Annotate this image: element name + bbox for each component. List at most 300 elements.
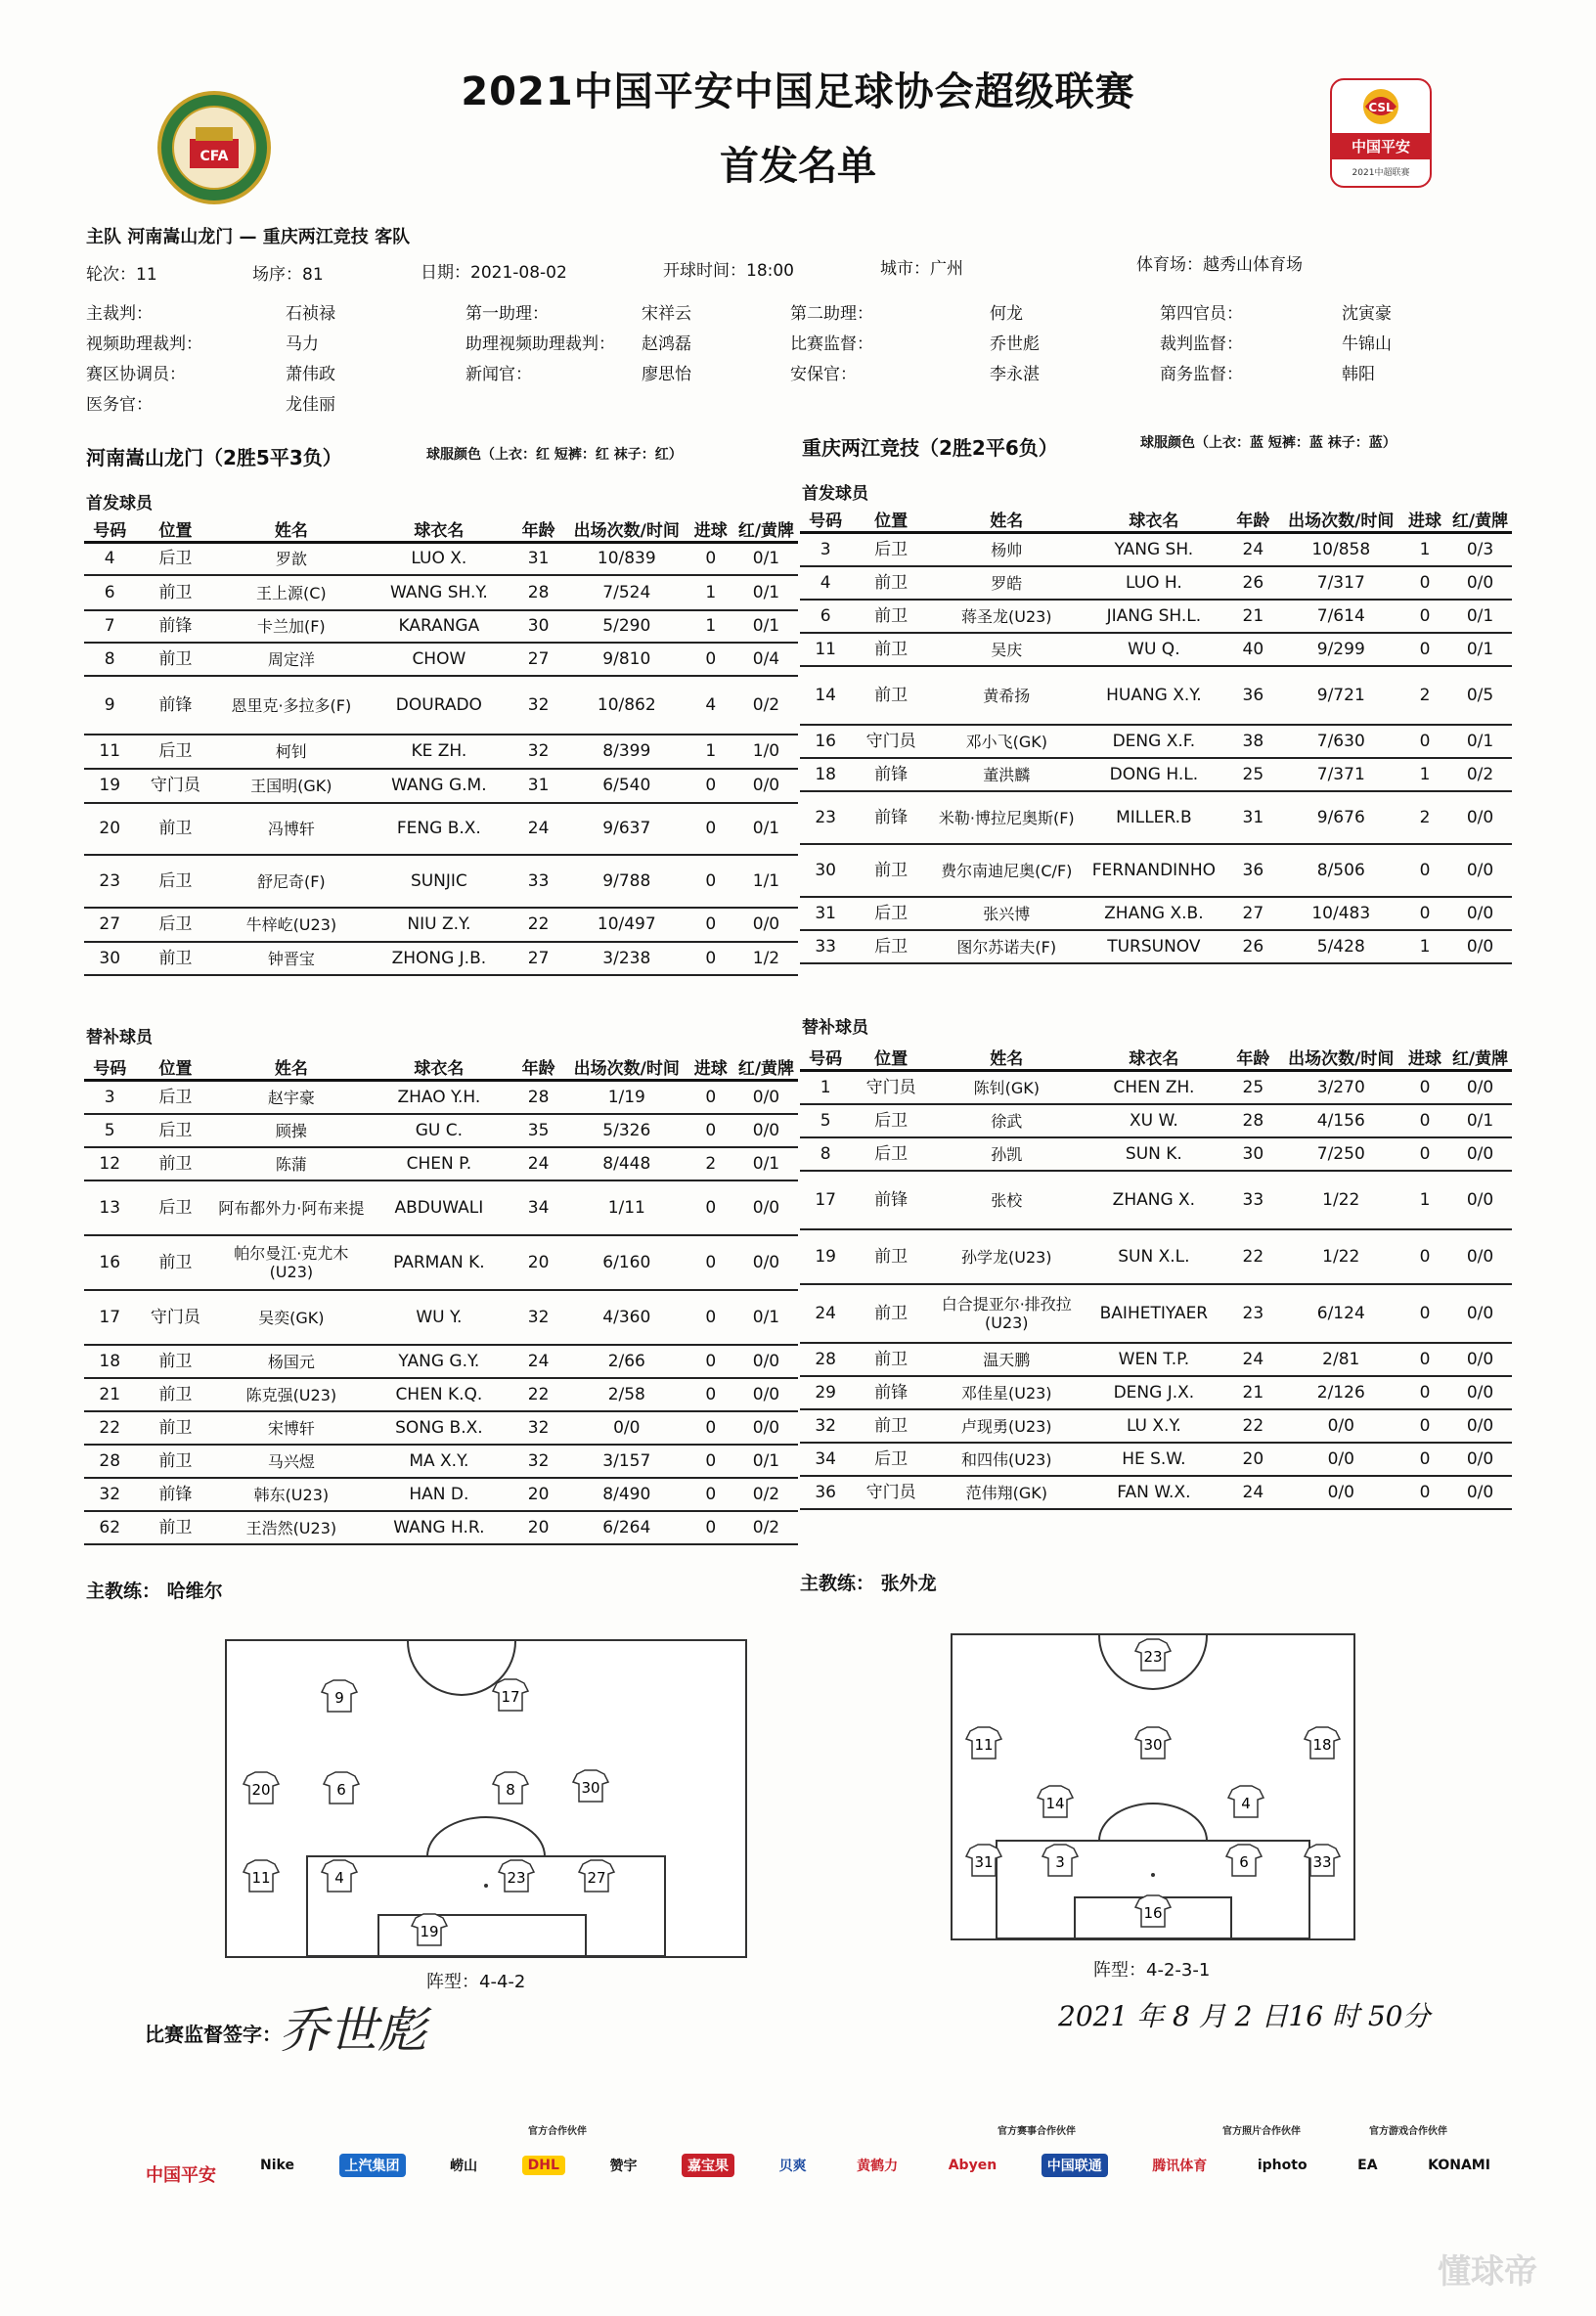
- cards: 0/0: [1448, 897, 1512, 930]
- player-age: 35: [510, 1114, 566, 1147]
- jersey-icon: [579, 1860, 614, 1892]
- cards: 0/1: [1448, 633, 1512, 666]
- goals: 0: [1401, 1071, 1448, 1105]
- sponsor-logo: Nike: [260, 2158, 294, 2173]
- player-number: 32: [84, 1478, 135, 1511]
- player-name: 王上源(C): [215, 575, 367, 610]
- goals: 0: [1401, 844, 1448, 897]
- jersey-icon: [322, 1680, 357, 1712]
- cards: 0/0: [734, 1114, 798, 1147]
- column-header: 进球: [687, 1054, 734, 1081]
- player-name: 舒尼奇(F): [215, 855, 367, 908]
- goals: 0: [687, 803, 734, 855]
- jersey-number: 4: [334, 1869, 344, 1887]
- player-number: 3: [84, 1081, 135, 1115]
- jersey-number: 27: [587, 1869, 606, 1887]
- goals: 0: [687, 1478, 734, 1511]
- home-team-name: 河南嵩山龙门（2胜5平3负）: [86, 446, 342, 469]
- player-row: [800, 758, 1512, 791]
- player-number: 8: [800, 1137, 851, 1171]
- player-age: 33: [1225, 1171, 1280, 1229]
- official-name: 萧伟政: [286, 365, 335, 384]
- appearances-minutes: 1/19: [566, 1081, 687, 1115]
- player-age: 32: [510, 676, 566, 735]
- player-row: [84, 1081, 798, 1115]
- player-number: 7: [84, 610, 135, 643]
- player-name: 黄希扬: [931, 666, 1083, 725]
- shirt-name: JIANG SH.L.: [1083, 600, 1225, 633]
- player-name: 王浩然(U23): [215, 1511, 367, 1544]
- player-position: 守门员: [851, 725, 931, 758]
- shirt-name: DENG X.F.: [1083, 725, 1225, 758]
- column-header: 进球: [1401, 507, 1448, 533]
- player-row: [800, 1343, 1512, 1376]
- official-name: 廖思怡: [642, 365, 691, 384]
- jersey-number: 9: [334, 1689, 344, 1707]
- player-row: [84, 610, 798, 643]
- cards: 0/0: [1448, 791, 1512, 844]
- player-position: 前锋: [851, 1376, 931, 1409]
- cards: 0/1: [734, 610, 798, 643]
- player-name: 赵宇豪: [215, 1081, 367, 1115]
- appearances-minutes: 0/0: [1281, 1409, 1401, 1443]
- jersey-icon: [324, 1772, 359, 1804]
- player-position: 后卫: [135, 543, 215, 576]
- official-name: 赵鸿磊: [642, 334, 691, 354]
- match-date: 日期：2021-08-02: [421, 263, 567, 283]
- cards: 1/0: [734, 735, 798, 769]
- shirt-name: MA X.Y.: [367, 1445, 510, 1478]
- cards: 0/2: [734, 1478, 798, 1511]
- player-name: 帕尔曼江·克尤木(U23): [215, 1235, 367, 1290]
- jersey-number: 6: [1239, 1853, 1249, 1871]
- cards: 0/5: [1448, 666, 1512, 725]
- appearances-minutes: 9/676: [1281, 791, 1401, 844]
- official-name: 何龙: [990, 304, 1023, 324]
- player-name: 恩里克·多拉多(F): [215, 676, 367, 735]
- shirt-name: KARANGA: [367, 610, 510, 643]
- player-number: 33: [800, 930, 851, 963]
- cards: 0/1: [734, 803, 798, 855]
- cards: 0/1: [1448, 600, 1512, 633]
- csl-logo-year: 2021中超联赛: [1352, 168, 1410, 178]
- column-header: 号码: [800, 507, 851, 533]
- goals: 2: [1401, 791, 1448, 844]
- player-number: 6: [84, 575, 135, 610]
- sponsor-logo: 上汽集团: [339, 2154, 406, 2177]
- jersey-number: 11: [251, 1869, 271, 1887]
- player-name: 张兴博: [931, 897, 1083, 930]
- jersey-number: 11: [974, 1736, 994, 1754]
- player-row: [800, 1229, 1512, 1284]
- player-row: [800, 1104, 1512, 1137]
- away-starters-table: [800, 507, 1512, 964]
- shirt-name: HAN D.: [367, 1478, 510, 1511]
- player-name: 卡兰加(F): [215, 610, 367, 643]
- player-name: 罗歆: [215, 543, 367, 576]
- goals: 0: [687, 1235, 734, 1290]
- goals: 0: [687, 1378, 734, 1411]
- player-position: 后卫: [851, 1443, 931, 1476]
- player-row: [800, 1137, 1512, 1171]
- appearances-minutes: 0/0: [566, 1411, 687, 1445]
- player-name: 牛梓屹(U23): [215, 908, 367, 942]
- player-row: [84, 803, 798, 855]
- player-name: 冯博轩: [215, 803, 367, 855]
- sponsor-caption-2: 官方赛事合作伙伴: [998, 2126, 1076, 2137]
- player-name: 徐武: [931, 1104, 1083, 1137]
- goals: 2: [1401, 666, 1448, 725]
- player-row: [800, 1171, 1512, 1229]
- appearances-minutes: 5/326: [566, 1114, 687, 1147]
- column-header: 年龄: [1225, 507, 1280, 533]
- away-formation-pitch: [951, 1633, 1355, 1940]
- player-name: 柯钊: [215, 735, 367, 769]
- player-name: 米勒·博拉尼奥斯(F): [931, 791, 1083, 844]
- goals: 0: [687, 543, 734, 576]
- shirt-name: YANG SH.: [1083, 533, 1225, 567]
- player-name: 宋博轩: [215, 1411, 367, 1445]
- player-position: 后卫: [135, 908, 215, 942]
- shirt-name: SONG B.X.: [367, 1411, 510, 1445]
- cards: 0/0: [1448, 1376, 1512, 1409]
- player-number: 19: [84, 769, 135, 803]
- cards: 0/0: [1448, 1343, 1512, 1376]
- player-age: 22: [510, 908, 566, 942]
- sponsor-logo: KONAMI: [1428, 2158, 1490, 2173]
- jersey-icon: [1228, 1786, 1264, 1817]
- appearances-minutes: 7/614: [1281, 600, 1401, 633]
- jersey-icon: [1135, 1639, 1171, 1670]
- shirt-name: HUANG X.Y.: [1083, 666, 1225, 725]
- column-header: 红/黄牌: [1448, 507, 1512, 533]
- player-position: 前锋: [135, 610, 215, 643]
- column-header: 姓名: [931, 1045, 1083, 1071]
- official-role: 新闻官：: [466, 365, 532, 384]
- appearances-minutes: 10/483: [1281, 897, 1401, 930]
- player-number: 29: [800, 1376, 851, 1409]
- player-position: 前卫: [135, 942, 215, 975]
- player-row: [84, 1180, 798, 1235]
- player-row: [84, 643, 798, 676]
- sponsor-logo: 嘉宝果: [682, 2154, 734, 2177]
- column-header: 位置: [851, 1045, 931, 1071]
- appearances-minutes: 6/540: [566, 769, 687, 803]
- shirt-name: ABDUWALI: [367, 1180, 510, 1235]
- player-name: 邓佳星(U23): [931, 1376, 1083, 1409]
- player-position: 守门员: [851, 1476, 931, 1509]
- shirt-name: LUO X.: [367, 543, 510, 576]
- player-position: 守门员: [135, 1290, 215, 1345]
- appearances-minutes: 10/839: [566, 543, 687, 576]
- player-row: [800, 1409, 1512, 1443]
- sponsor-logo: DHL: [522, 2156, 565, 2175]
- cards: 0/1: [734, 1445, 798, 1478]
- player-row: [84, 1345, 798, 1378]
- supervisor-signature: 乔世彪: [280, 2002, 426, 2059]
- shirt-name: LUO H.: [1083, 566, 1225, 600]
- player-row: [800, 897, 1512, 930]
- official-role: 比赛监督：: [790, 334, 873, 354]
- jersey-number: 31: [974, 1853, 994, 1871]
- column-header: 年龄: [510, 1054, 566, 1081]
- shirt-name: CHEN K.Q.: [367, 1378, 510, 1411]
- player-name: 吴奕(GK): [215, 1290, 367, 1345]
- cards: 0/1: [734, 1290, 798, 1345]
- appearances-minutes: 2/58: [566, 1378, 687, 1411]
- appearances-minutes: 7/630: [1281, 725, 1401, 758]
- away-team-name: 重庆两江竞技（2胜2平6负）: [802, 436, 1058, 460]
- player-number: 6: [800, 600, 851, 633]
- appearances-minutes: 0/0: [1281, 1476, 1401, 1509]
- player-position: 守门员: [135, 769, 215, 803]
- sponsor-logo: 贝爽: [778, 2159, 807, 2174]
- player-row: [800, 633, 1512, 666]
- player-position: 前卫: [135, 575, 215, 610]
- jersey-number: 8: [506, 1781, 515, 1799]
- goals: 0: [1401, 897, 1448, 930]
- player-age: 40: [1225, 633, 1280, 666]
- column-header: 年龄: [1225, 1045, 1280, 1071]
- player-number: 4: [84, 543, 135, 576]
- player-row: [84, 1378, 798, 1411]
- player-name: 图尔苏诺夫(F): [931, 930, 1083, 963]
- player-number: 4: [800, 566, 851, 600]
- goals: 0: [687, 1081, 734, 1115]
- goals: 0: [687, 1114, 734, 1147]
- player-number: 19: [800, 1229, 851, 1284]
- jersey-icon: [499, 1860, 534, 1892]
- player-age: 26: [1225, 566, 1280, 600]
- goals: 1: [1401, 533, 1448, 567]
- player-number: 62: [84, 1511, 135, 1544]
- cards: 0/2: [734, 1511, 798, 1544]
- home-subs-table: [84, 1054, 798, 1545]
- column-header: 位置: [851, 507, 931, 533]
- cards: 0/4: [734, 643, 798, 676]
- player-age: 36: [1225, 666, 1280, 725]
- jersey-number: 6: [336, 1781, 346, 1799]
- jersey-icon: [1038, 1786, 1073, 1817]
- player-age: 21: [1225, 1376, 1280, 1409]
- player-position: 前锋: [135, 676, 215, 735]
- sponsor-caption-3: 官方照片合作伙伴: [1222, 2126, 1301, 2137]
- player-age: 24: [1225, 1343, 1280, 1376]
- goals: 0: [1401, 600, 1448, 633]
- appearances-minutes: 6/160: [566, 1235, 687, 1290]
- player-age: 28: [510, 575, 566, 610]
- player-number: 30: [84, 942, 135, 975]
- shirt-name: DOURADO: [367, 676, 510, 735]
- cards: 1/1: [734, 855, 798, 908]
- goals: 2: [687, 1147, 734, 1180]
- away-coach: 主教练： 张外龙: [800, 1573, 937, 1594]
- stadium: 体育场：越秀山体育场: [1136, 255, 1303, 275]
- home-formation: 阵型：4-4-2: [426, 1972, 526, 1992]
- column-header: 红/黄牌: [1448, 1045, 1512, 1071]
- player-name: 吴庆: [931, 633, 1083, 666]
- player-number: 34: [800, 1443, 851, 1476]
- jersey-icon: [244, 1772, 279, 1804]
- player-position: 后卫: [851, 1104, 931, 1137]
- sponsor-strip: [127, 2120, 1496, 2218]
- shirt-name: FAN W.X.: [1083, 1476, 1225, 1509]
- official-role: 安保官：: [790, 365, 857, 384]
- game-number: 场序：81: [252, 265, 324, 285]
- player-age: 27: [510, 942, 566, 975]
- player-row: [84, 575, 798, 610]
- teams-line: 主队 河南嵩山龙门 — 重庆两江竞技 客队: [86, 227, 411, 247]
- jersey-icon: [244, 1860, 279, 1892]
- home-formation-pitch: [225, 1639, 747, 1958]
- jersey-number: 4: [1241, 1795, 1251, 1812]
- official-role: 赛区协调员：: [86, 365, 186, 384]
- official-role: 医务官：: [86, 395, 153, 415]
- player-row: [84, 855, 798, 908]
- player-number: 24: [800, 1284, 851, 1343]
- player-number: 22: [84, 1411, 135, 1445]
- home-subs-label: 替补球员: [86, 1028, 153, 1047]
- cards: 0/0: [734, 1345, 798, 1378]
- appearances-minutes: 9/637: [566, 803, 687, 855]
- player-name: 孙凯: [931, 1137, 1083, 1171]
- player-name: 杨帅: [931, 533, 1083, 567]
- player-position: 前卫: [851, 1284, 931, 1343]
- goals: 1: [1401, 758, 1448, 791]
- player-age: 32: [510, 735, 566, 769]
- sponsor-logo: 赞宇: [609, 2159, 638, 2174]
- player-age: 28: [1225, 1104, 1280, 1137]
- kickoff-time: 开球时间：18:00: [663, 261, 794, 281]
- column-header: 出场次数/时间: [1281, 1045, 1401, 1071]
- shirt-name: PARMAN K.: [367, 1235, 510, 1290]
- player-position: 前锋: [851, 1171, 931, 1229]
- away-subs-table: [800, 1045, 1512, 1510]
- player-name: 阿布都外力·阿布来提: [215, 1180, 367, 1235]
- goals: 0: [687, 942, 734, 975]
- sponsor-logos: [254, 2154, 1496, 2177]
- player-row: [800, 1443, 1512, 1476]
- appearances-minutes: 4/360: [566, 1290, 687, 1345]
- column-header: 号码: [84, 516, 135, 543]
- player-age: 27: [510, 643, 566, 676]
- official-name: 石祯禄: [286, 304, 335, 324]
- player-row: [800, 1071, 1512, 1105]
- player-number: 20: [84, 803, 135, 855]
- cards: 0/0: [734, 1180, 798, 1235]
- cards: 0/0: [734, 1378, 798, 1411]
- player-position: 前卫: [135, 1511, 215, 1544]
- player-name: 范伟翔(GK): [931, 1476, 1083, 1509]
- appearances-minutes: 9/721: [1281, 666, 1401, 725]
- jersey-icon: [412, 1914, 447, 1945]
- appearances-minutes: 6/264: [566, 1511, 687, 1544]
- cards: 0/0: [1448, 1071, 1512, 1105]
- player-age: 22: [510, 1378, 566, 1411]
- cards: 0/0: [734, 1411, 798, 1445]
- jersey-icon: [493, 1772, 528, 1804]
- jersey-number: 23: [507, 1869, 526, 1887]
- official-role: 第二助理：: [790, 304, 873, 324]
- jersey-icon: [1305, 1845, 1340, 1876]
- goals: 0: [1401, 1376, 1448, 1409]
- player-name: 顾操: [215, 1114, 367, 1147]
- goals: 0: [1401, 1284, 1448, 1343]
- shirt-name: WU Q.: [1083, 633, 1225, 666]
- player-position: 后卫: [135, 735, 215, 769]
- player-age: 27: [1225, 897, 1280, 930]
- player-row: [800, 791, 1512, 844]
- jersey-icon: [1042, 1845, 1078, 1876]
- appearances-minutes: 9/299: [1281, 633, 1401, 666]
- player-row: [84, 908, 798, 942]
- player-row: [84, 1511, 798, 1544]
- shirt-name: SUN X.L.: [1083, 1229, 1225, 1284]
- appearances-minutes: 3/238: [566, 942, 687, 975]
- shirt-name: WANG G.M.: [367, 769, 510, 803]
- player-position: 前锋: [851, 758, 931, 791]
- cards: 1/2: [734, 942, 798, 975]
- player-number: 28: [84, 1445, 135, 1478]
- shirt-name: ZHONG J.B.: [367, 942, 510, 975]
- goals: 0: [687, 1445, 734, 1478]
- player-number: 17: [800, 1171, 851, 1229]
- jersey-number: 19: [420, 1923, 439, 1940]
- jersey-number: 33: [1312, 1853, 1332, 1871]
- player-position: 后卫: [135, 855, 215, 908]
- player-age: 36: [1225, 844, 1280, 897]
- player-position: 前卫: [135, 1345, 215, 1378]
- official-role: 主裁判：: [86, 304, 153, 324]
- goals: 0: [687, 643, 734, 676]
- player-age: 24: [510, 803, 566, 855]
- cards: 0/0: [1448, 1443, 1512, 1476]
- official-role: 视频助理裁判：: [86, 334, 202, 354]
- official-role: 第一助理：: [466, 304, 549, 324]
- player-name: 温天鹏: [931, 1343, 1083, 1376]
- player-number: 14: [800, 666, 851, 725]
- jersey-number: 16: [1143, 1904, 1163, 1922]
- goals: 0: [687, 1180, 734, 1235]
- player-age: 26: [1225, 930, 1280, 963]
- player-number: 16: [800, 725, 851, 758]
- appearances-minutes: 2/126: [1281, 1376, 1401, 1409]
- shirt-name: WANG H.R.: [367, 1511, 510, 1544]
- appearances-minutes: 8/399: [566, 735, 687, 769]
- player-name: 费尔南迪尼奥(C/F): [931, 844, 1083, 897]
- player-number: 11: [800, 633, 851, 666]
- player-age: 31: [510, 769, 566, 803]
- cards: 0/0: [1448, 930, 1512, 963]
- away-subs-label: 替补球员: [802, 1018, 868, 1038]
- goals: 0: [687, 908, 734, 942]
- official-name: 龙佳丽: [286, 395, 335, 415]
- player-age: 24: [510, 1345, 566, 1378]
- goals: 0: [1401, 1229, 1448, 1284]
- player-number: 11: [84, 735, 135, 769]
- column-header: 球衣名: [367, 516, 510, 543]
- cards: 0/0: [1448, 1229, 1512, 1284]
- player-position: 前锋: [851, 791, 931, 844]
- csl-logo-brand: 中国平安: [1332, 133, 1430, 159]
- goals: 0: [687, 855, 734, 908]
- player-name: 韩东(U23): [215, 1478, 367, 1511]
- player-name: 陈蒲: [215, 1147, 367, 1180]
- goals: 1: [687, 610, 734, 643]
- home-starters-table: [84, 516, 798, 976]
- player-position: 前卫: [135, 1445, 215, 1478]
- column-header: 出场次数/时间: [1281, 507, 1401, 533]
